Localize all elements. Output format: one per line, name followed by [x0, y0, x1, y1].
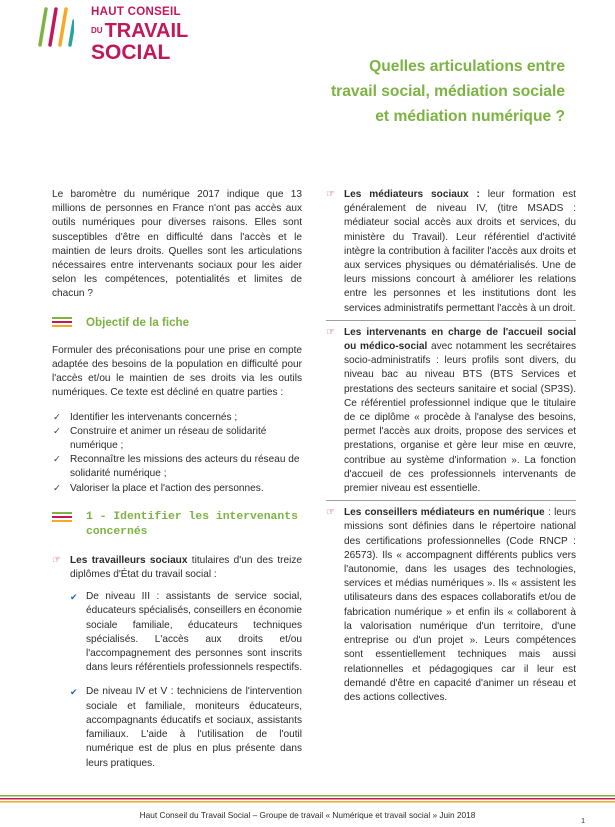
footer-lines-icon [0, 795, 615, 805]
ts-text: titulaires d'un des treize diplômes d'État du travail social : [70, 554, 302, 581]
objectif-text: Formuler des préconisations pour une prise en compte adaptée des besoins de la population en difficulté pour l'accès et/ou le maintien de ses droits via les outils numériques. Ce texte est décliné en quatre parties : [52, 344, 302, 399]
intro-paragraph: Le baromètre du numérique 2017 indique que 13 millions de personnes en France n'ont pas accès aux outils numériques pour diverses raisons. Elles sont susceptibles d'être en difficulté dans l'accès et le maintien de leurs droits. Quelles sont les articulations nécessaires entre intervenants sociaux pour les aider selon les compétences, potentialités et limites de chacun ? [52, 189, 302, 300]
divider [326, 320, 576, 321]
logo-stripes-icon [34, 7, 74, 47]
right-column [326, 188, 576, 705]
b3-text: : leurs missions sont définies dans le répertoire national des certifications professionnelles (Code RNCP : 26573). Ils « accompagnent différents publics vers l'autonomie, dans les usages des technologies, services et médias numériques ». Ils « assistent les utilisateurs dans des espaces collaboratifs et/ou de fabrication numérique » et enfin ils « collaborent à la valorisation numérique d'un territoire, d'une entreprise ou d'un projet ». Leurs compétences sont essentiellement techniques mais aussi relationnelles et pédagogiques car il leur est demandé d'être en capacité d'animer un réseau et des actions collectives. [344, 507, 576, 703]
title-line3: et médiation numérique ? [375, 108, 565, 125]
objectif-title: Objectif de la fiche [86, 315, 190, 329]
section1-heading [52, 510, 302, 540]
b2-text: avec notamment les secrétaires socio-administratifs : leurs profils sont divers, du niveau bac au niveau BTS (BTS Services et prestations des secteurs sanitaire et social (SP3S). Ce référentiel professionnel indique que le titulaire de ce diplôme « procède à l'analyse des besoins, permet l'accès aux droits, propose des services et prestations, organise et gère leur mise en œuvre, contribue au système d'information ». La fonction d'accueil de ces professionnels intervenants de premier niveau est essentielle. [344, 341, 576, 495]
ts-label: Les travailleurs sociaux [70, 554, 188, 566]
pointing-hand-icon: ☞ [326, 189, 335, 200]
logo-social: SOCIAL [91, 40, 171, 64]
list-item: ✓ Reconnaître les missions des acteurs du réseau de solidarité numérique ; [52, 453, 302, 481]
logo-du: DU [91, 26, 103, 36]
footer-text: Haut Conseil du Travail Social – Groupe de travail « Numérique et travail social » Juin 2018 [139, 810, 476, 820]
accueil-social-block [326, 326, 576, 496]
pointing-hand-icon: ☞ [326, 507, 335, 519]
list-item: ✔ De niveau III : assistants de service social, éducateurs spécialisés, conseillers en économie sociale familiale, éducateurs techniques spécialisés. L'accès aux droits et/ou l'accompagnement des personnes sont inscrits dans leurs référentiels professionnels respectifs. [70, 590, 302, 675]
b1-label: Les médiateurs sociaux : [344, 189, 480, 200]
list-item: ✓ Identifier les intervenants concernés ; [52, 411, 302, 425]
section-lines-icon [52, 512, 72, 524]
pointing-hand-icon: ☞ [52, 554, 61, 566]
list-item: ✓ Valoriser la place et l'action des personnes. [52, 482, 302, 496]
parts-list [52, 411, 302, 496]
b1-text: leur formation est généralement de niveau IV, (titre MSADS : médiateur social accès aux droits et services, du ministère du Travail). Leur référentiel d'activité intègre la contribution à faciliter l'accès aux droits et aux services physiques ou dématérialisés. Une de leurs missions concourt à améliorer les relations entre les personnes et les institutions dont les services administratifs permettant l'accès à un droit. [344, 189, 576, 314]
b2-label: Les intervenants en charge de l'accueil social ou médico-social [344, 326, 576, 353]
left-column [52, 188, 302, 781]
mediateurs-sociaux-block [326, 188, 576, 316]
pointing-hand-icon: ☞ [326, 326, 335, 338]
title-line2: travail social, médiation sociale [330, 83, 565, 100]
ts-levels-list [52, 590, 302, 770]
list-item: ✓ Construire et animer un réseau de solidarité numérique ; [52, 425, 302, 453]
logo-travail: TRAVAIL [104, 19, 189, 42]
page-title [235, 54, 565, 129]
section-lines-icon [52, 317, 72, 329]
travailleurs-sociaux-block [52, 554, 302, 582]
list-item: ✔ De niveau IV et V : techniciens de l'intervention sociale et familiale, moniteurs éducateurs, accompagnants éducatifs et sociaux, assistants familiaux. L'aide à l'utilisation de l'outil numérique est de plus en plus présente dans leurs pratiques. [70, 685, 302, 770]
objectif-heading [52, 316, 302, 330]
logo-line1: HAUT CONSEIL [91, 6, 181, 18]
logo [91, 7, 188, 63]
b3-label: Les conseillers médiateurs en numérique [344, 507, 545, 519]
page-number: 1 [581, 818, 585, 825]
conseillers-numerique-block [326, 506, 576, 705]
title-line1: Quelles articulations entre [369, 58, 565, 75]
divider [326, 500, 576, 501]
section1-title: 1 - Identifier les intervenants concernés [86, 510, 298, 538]
